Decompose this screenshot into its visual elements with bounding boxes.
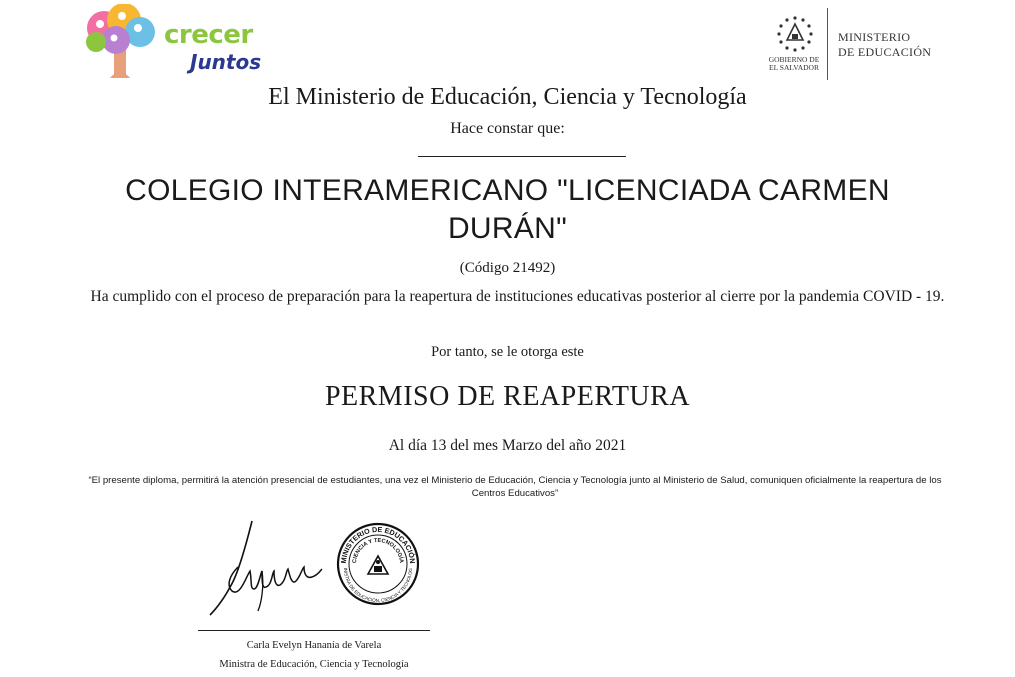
legal-note: “El presente diploma, permitirá la atención presencial de estudiantes, una vez el Ministerio de Educación, Ciencia y Tecnología junto al Ministerio de Salud, comuniquen oficialmente la reapertura de los Centros Educativos”: [88, 475, 942, 499]
school-name-line2: DURÁN": [447, 212, 568, 245]
el-salvador-seal-icon: [765, 10, 825, 60]
stamp-emblem-icon: [368, 556, 388, 574]
official-stamp: [336, 522, 420, 606]
ministry-stamp-icon: [336, 522, 420, 606]
fulfillment-statement: Ha cumplido con el proceso de preparación para la reapertura de instituciones educativas posterior al cierre por la pandemia COVID - 19.: [90, 288, 945, 305]
logo-word-crecer: crecer: [164, 20, 253, 50]
grant-statement: Por tanto, se le otorga este: [431, 344, 584, 360]
handwritten-signature: [200, 515, 330, 620]
stamp-top-text: MINISTERIO DE EDUCACIÓN: [338, 524, 418, 564]
signer-name: Carla Evelyn Hananía de Varela: [246, 640, 382, 651]
stamp-inner-text: CIENCIA Y TECNOLOGÍA: [351, 537, 405, 564]
school-name-line1: COLEGIO INTERAMERICANO "LICENCIADA CARMEN: [125, 174, 890, 207]
signer-role: Ministra de Educación, Ciencia y Tecnología: [219, 659, 409, 670]
logo-word-juntos: Juntos: [190, 50, 262, 74]
signature-line: [198, 630, 430, 631]
certificate-title: El Ministerio de Educación, Ciencia y Tecnología: [268, 84, 747, 110]
issue-date: Al día 13 del mes Marzo del año 2021: [388, 437, 627, 454]
signature-icon: [200, 515, 330, 620]
crecer-juntos-logo: [80, 4, 280, 82]
government-caption: [758, 56, 830, 72]
ministry-line2: DE EDUCACIÓN: [838, 45, 932, 59]
certificate-intro: Hace constar que:: [450, 120, 565, 137]
ministry-line1: MINISTERIO: [838, 30, 911, 44]
ministry-header: [838, 30, 931, 60]
permit-title: PERMISO DE REAPERTURA: [324, 381, 691, 412]
school-code: (Código 21492): [459, 260, 556, 276]
stamp-bottom-text: INISTRA DE EDUCACIÓN, CIENCIA Y TECNOLOG: [342, 567, 414, 604]
government-caption-line1: GOBIERNO DE: [768, 55, 820, 64]
school-name: [0, 172, 1015, 248]
government-caption-line2: EL SALVADOR: [769, 63, 819, 72]
header-divider: [827, 8, 828, 80]
svg-text:MINISTERIO DE EDUCACIÓN: [339, 525, 417, 564]
title-divider: [418, 156, 626, 157]
